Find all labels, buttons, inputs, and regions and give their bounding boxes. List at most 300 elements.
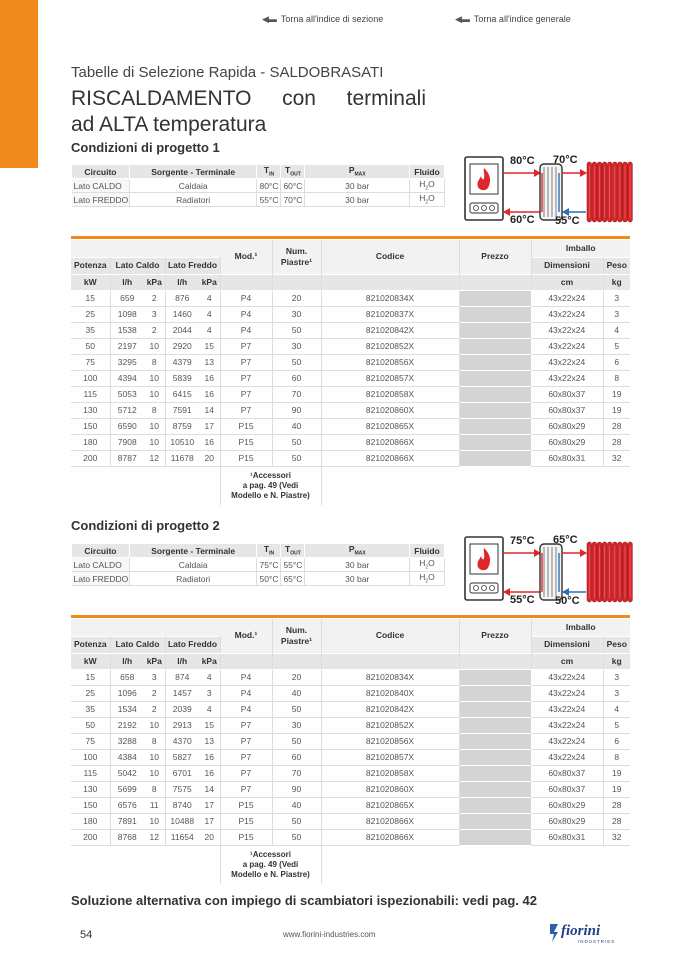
- fluid-h: H: [419, 572, 426, 583]
- potenza-cell: 180: [71, 434, 110, 450]
- circuito-cell: Lato FREDDO: [73, 194, 129, 205]
- codice-cell: 821020842X: [321, 701, 459, 717]
- freddo-kpa-cell: 4: [199, 306, 220, 322]
- table-row: [71, 829, 630, 845]
- note-spacer: [321, 466, 630, 505]
- codice-cell: 821020834X: [321, 669, 459, 685]
- col-potenza: Potenza: [71, 257, 110, 274]
- caldo-lh-cell: 3295: [110, 354, 144, 370]
- col-peso: Peso: [603, 257, 630, 274]
- freddo-lh-cell: 4379: [165, 354, 199, 370]
- table-row: [71, 402, 630, 418]
- title-word-2: con: [282, 87, 316, 110]
- units-row: [71, 274, 630, 290]
- freddo-kpa-cell: 17: [199, 813, 220, 829]
- mod-cell: P15: [220, 829, 272, 845]
- dimensioni-cell: 43x22x24: [531, 354, 603, 370]
- table-row: [71, 322, 630, 338]
- col-fluido: Fluido: [410, 165, 445, 179]
- fluid-o: O: [428, 179, 435, 190]
- piastre-cell: 90: [272, 402, 321, 418]
- boiler-knob-icon: [490, 206, 495, 211]
- unit-lh: l/h: [110, 653, 144, 669]
- max-sub: MAX: [354, 171, 366, 178]
- potenza-cell: 100: [71, 749, 110, 765]
- mod-cell: P7: [220, 717, 272, 733]
- fluid-o: O: [428, 572, 435, 583]
- heat-exchanger-diagram: [462, 152, 634, 224]
- max-sub: MAX: [354, 550, 366, 557]
- conditions-row: [72, 572, 445, 586]
- caldo-lh-cell: 6590: [110, 418, 144, 434]
- unit-kw: kW: [71, 653, 110, 669]
- tin-cell: 55°C: [257, 193, 281, 207]
- alternative-solution-note: Soluzione alternativa con impiego di scambiatori ispezionabili: vedi pag. 42: [71, 893, 537, 908]
- hot-out-temp: 55°C: [510, 594, 535, 604]
- conditions-table: [71, 164, 445, 207]
- in-sub: IN: [269, 171, 275, 178]
- freddo-kpa-cell: 14: [199, 402, 220, 418]
- piastre-cell: 30: [272, 717, 321, 733]
- t-symbol: T: [263, 165, 270, 176]
- potenza-cell: 115: [71, 765, 110, 781]
- peso-cell: 5: [603, 717, 630, 733]
- caldo-lh-cell: 2192: [110, 717, 144, 733]
- freddo-kpa-cell: 4: [199, 322, 220, 338]
- freddo-lh-cell: 10510: [165, 434, 199, 450]
- caldo-kpa-cell: 2: [144, 685, 165, 701]
- peso-cell: 32: [603, 450, 630, 466]
- num-label: Num.: [285, 245, 308, 256]
- tout-cell: 70°C: [281, 193, 305, 207]
- caldo-kpa-cell: 2: [144, 322, 165, 338]
- prezzo-cell: [459, 781, 531, 797]
- header-row-top: [71, 240, 630, 257]
- col-pmax: [305, 165, 410, 179]
- col-imballo: Imballo: [531, 619, 630, 636]
- freddo-kpa-cell: 17: [199, 418, 220, 434]
- note-spacer: [71, 845, 220, 884]
- piastre-cell: 50: [272, 701, 321, 717]
- col-dimensioni: Dimensioni: [531, 257, 603, 274]
- potenza-cell: 25: [71, 306, 110, 322]
- potenza-cell: 130: [71, 781, 110, 797]
- note-spacer: [321, 845, 630, 884]
- caldo-kpa-cell: 8: [144, 733, 165, 749]
- codice-cell: 821020840X: [321, 685, 459, 701]
- mod-cell: P7: [220, 781, 272, 797]
- peso-cell: 3: [603, 290, 630, 306]
- freddo-kpa-cell: 3: [199, 685, 220, 701]
- potenza-cell: 15: [71, 669, 110, 685]
- caldo-lh-cell: 7891: [110, 813, 144, 829]
- num-label: Num.: [285, 624, 308, 635]
- freddo-kpa-cell: 4: [199, 290, 220, 306]
- peso-cell: 19: [603, 386, 630, 402]
- conditions-row: [72, 179, 445, 193]
- peso-cell: 4: [603, 322, 630, 338]
- freddo-kpa-cell: 16: [199, 749, 220, 765]
- fluid-h: H: [419, 179, 426, 190]
- piastre-cell: 30: [272, 338, 321, 354]
- table-row: [71, 418, 630, 434]
- mod-cell: P4: [220, 290, 272, 306]
- col-dimensioni: Dimensioni: [531, 636, 603, 653]
- prezzo-cell: [459, 370, 531, 386]
- caldo-kpa-cell: 11: [144, 797, 165, 813]
- unit-empty: [459, 653, 531, 669]
- sorgente-cell: Caldaia: [129, 558, 257, 572]
- page-number: 54: [80, 929, 93, 941]
- caldo-lh-cell: 1098: [110, 306, 144, 322]
- mod-cell: P15: [220, 434, 272, 450]
- cold-out-arrow-icon: [580, 169, 587, 177]
- col-num-piastre: [272, 240, 321, 274]
- piastre-cell: 50: [272, 434, 321, 450]
- freddo-kpa-cell: 16: [199, 765, 220, 781]
- caldo-lh-cell: 4394: [110, 370, 144, 386]
- dimensioni-cell: 60x80x29: [531, 797, 603, 813]
- dimensioni-cell: 43x22x24: [531, 733, 603, 749]
- piastre-label: Piastre¹: [280, 635, 313, 646]
- mod-cell: P7: [220, 338, 272, 354]
- boiler-knob-icon: [482, 586, 487, 591]
- dimensioni-cell: 43x22x24: [531, 685, 603, 701]
- caldo-lh-cell: 1096: [110, 685, 144, 701]
- mod-cell: P15: [220, 813, 272, 829]
- prezzo-cell: [459, 434, 531, 450]
- header-row-top: [71, 619, 630, 636]
- fluido-cell: [410, 572, 445, 586]
- freddo-kpa-cell: 20: [199, 829, 220, 845]
- tout-cell: 65°C: [281, 572, 305, 586]
- unit-kg: kg: [603, 653, 630, 669]
- freddo-lh-cell: 7575: [165, 781, 199, 797]
- piastre-cell: 50: [272, 829, 321, 845]
- codice-cell: 821020852X: [321, 338, 459, 354]
- unit-empty: [321, 653, 459, 669]
- table-top-rule: [71, 615, 630, 618]
- mod-cell: P4: [220, 669, 272, 685]
- col-imballo: Imballo: [531, 240, 630, 257]
- freddo-lh-cell: 6415: [165, 386, 199, 402]
- col-num-piastre: [272, 619, 321, 653]
- accessories-note-row: [71, 466, 630, 505]
- dimensioni-cell: 60x80x37: [531, 386, 603, 402]
- codice-cell: 821020857X: [321, 370, 459, 386]
- caldo-lh-cell: 659: [110, 290, 144, 306]
- freddo-lh-cell: 2044: [165, 322, 199, 338]
- fluid-sub: 2: [425, 564, 429, 571]
- title-line-2: ad ALTA temperatura: [71, 113, 267, 136]
- back-arrow-icon: ◀▬: [455, 13, 469, 24]
- piastre-cell: 40: [272, 418, 321, 434]
- caldo-lh-cell: 6576: [110, 797, 144, 813]
- potenza-cell: 35: [71, 701, 110, 717]
- conditions-header-row: [72, 544, 445, 558]
- codice-cell: 821020860X: [321, 781, 459, 797]
- out-sub: OUT: [290, 171, 301, 178]
- section-title: Condizioni di progetto 1: [71, 140, 220, 155]
- hot-return-arrow-icon: [503, 588, 510, 596]
- prezzo-cell: [459, 386, 531, 402]
- prezzo-cell: [459, 450, 531, 466]
- table-row: [71, 370, 630, 386]
- back-to-general-index-link[interactable]: [455, 12, 571, 26]
- dimensioni-cell: 60x80x31: [531, 829, 603, 845]
- unit-cm: cm: [531, 653, 603, 669]
- piastre-cell: 90: [272, 781, 321, 797]
- cold-in-temp: 50°C: [555, 595, 580, 604]
- col-peso: Peso: [603, 636, 630, 653]
- accessories-note-line: Modello e N. Piastre): [231, 869, 310, 879]
- dimensioni-cell: 43x22x24: [531, 306, 603, 322]
- piastre-cell: 70: [272, 765, 321, 781]
- unit-cm: cm: [531, 274, 603, 290]
- back-to-general-index-label: Torna all'indice generale: [473, 14, 571, 24]
- prezzo-cell: [459, 685, 531, 701]
- col-lato-freddo: Lato Freddo: [165, 257, 220, 274]
- potenza-cell: 75: [71, 733, 110, 749]
- peso-cell: 6: [603, 733, 630, 749]
- potenza-cell: 25: [71, 685, 110, 701]
- caldo-lh-cell: 7908: [110, 434, 144, 450]
- conditions-table: [71, 543, 445, 586]
- mod-cell: P4: [220, 701, 272, 717]
- fluid-o: O: [428, 193, 435, 204]
- col-tout: [281, 544, 305, 558]
- caldo-kpa-cell: 8: [144, 402, 165, 418]
- dimensioni-cell: 43x22x24: [531, 717, 603, 733]
- caldo-kpa-cell: 10: [144, 418, 165, 434]
- pmax-cell: 30 bar: [305, 572, 410, 586]
- peso-cell: 3: [603, 685, 630, 701]
- col-lato-caldo: Lato Caldo: [110, 257, 165, 274]
- freddo-kpa-cell: 16: [199, 386, 220, 402]
- peso-cell: 19: [603, 781, 630, 797]
- caldo-lh-cell: 8787: [110, 450, 144, 466]
- col-fluido: Fluido: [410, 544, 445, 558]
- hot-return-arrow-icon: [503, 208, 510, 216]
- codice-cell: 821020858X: [321, 386, 459, 402]
- table-row: [71, 797, 630, 813]
- tin-cell: 50°C: [257, 572, 281, 586]
- codice-cell: 821020858X: [321, 765, 459, 781]
- col-mod: Mod.¹: [220, 240, 272, 274]
- col-sorgente: Sorgente - Terminale: [129, 165, 257, 179]
- cold-out-arrow-icon: [580, 549, 587, 557]
- unit-kg: kg: [603, 274, 630, 290]
- peso-cell: 32: [603, 829, 630, 845]
- section-color-tab: [0, 0, 38, 168]
- col-circuito: Circuito: [72, 544, 130, 558]
- freddo-lh-cell: 11654: [165, 829, 199, 845]
- prezzo-cell: [459, 765, 531, 781]
- pmax-cell: 30 bar: [305, 179, 410, 193]
- dimensioni-cell: 60x80x37: [531, 765, 603, 781]
- piastre-cell: 50: [272, 450, 321, 466]
- potenza-cell: 50: [71, 717, 110, 733]
- peso-cell: 8: [603, 370, 630, 386]
- freddo-lh-cell: 7591: [165, 402, 199, 418]
- table-row: [71, 701, 630, 717]
- col-tout: [281, 165, 305, 179]
- fluid-sub: 2: [425, 185, 429, 192]
- fluid-h: H: [419, 193, 426, 204]
- prezzo-cell: [459, 354, 531, 370]
- units-row: [71, 653, 630, 669]
- col-pmax: [305, 544, 410, 558]
- freddo-kpa-cell: 4: [199, 669, 220, 685]
- freddo-kpa-cell: 17: [199, 797, 220, 813]
- codice-cell: 821020866X: [321, 813, 459, 829]
- piastre-cell: 60: [272, 749, 321, 765]
- cold-out-temp: 70°C: [553, 154, 578, 166]
- prezzo-cell: [459, 338, 531, 354]
- piastre-label: Piastre¹: [280, 256, 313, 267]
- prezzo-cell: [459, 797, 531, 813]
- potenza-cell: 200: [71, 829, 110, 845]
- caldo-lh-cell: 4384: [110, 749, 144, 765]
- caldo-lh-cell: 5699: [110, 781, 144, 797]
- fluid-h: H: [419, 558, 426, 569]
- freddo-lh-cell: 8740: [165, 797, 199, 813]
- accessories-note: [220, 466, 321, 505]
- mod-cell: P7: [220, 354, 272, 370]
- conditions-row: [72, 558, 445, 572]
- unit-empty: [321, 274, 459, 290]
- freddo-lh-cell: 1457: [165, 685, 199, 701]
- fluido-cell: [410, 179, 445, 193]
- table-top-rule: [71, 236, 630, 239]
- dimensioni-cell: 43x22x24: [531, 749, 603, 765]
- fiorini-logo: [548, 920, 630, 946]
- tout-cell: 60°C: [281, 179, 305, 193]
- dimensioni-cell: 43x22x24: [531, 290, 603, 306]
- table-row: [71, 450, 630, 466]
- mod-cell: P7: [220, 733, 272, 749]
- note-spacer: [71, 466, 220, 505]
- unit-lh: l/h: [165, 653, 199, 669]
- unit-kpa: kPa: [199, 653, 220, 669]
- unit-kpa: kPa: [199, 274, 220, 290]
- hot-in-temp: 80°C: [510, 155, 535, 167]
- website-link[interactable]: www.fiorini-industries.com: [283, 930, 376, 939]
- peso-cell: 3: [603, 669, 630, 685]
- mod-cell: P15: [220, 450, 272, 466]
- t-symbol: T: [285, 544, 291, 555]
- caldo-kpa-cell: 3: [144, 306, 165, 322]
- table-row: [71, 813, 630, 829]
- accessories-note-line: ¹Accessori: [250, 849, 291, 859]
- logo-mark-icon: [550, 924, 558, 942]
- caldo-kpa-cell: 10: [144, 749, 165, 765]
- peso-cell: 28: [603, 813, 630, 829]
- table-row: [71, 434, 630, 450]
- caldo-kpa-cell: 10: [144, 813, 165, 829]
- dimensioni-cell: 60x80x29: [531, 813, 603, 829]
- title-word-3: terminali: [346, 87, 426, 110]
- freddo-lh-cell: 2920: [165, 338, 199, 354]
- accessories-note-line: a pag. 49 (Vedi: [242, 859, 299, 869]
- mod-cell: P7: [220, 386, 272, 402]
- prezzo-cell: [459, 322, 531, 338]
- header-blank: [71, 619, 220, 636]
- caldo-kpa-cell: 3: [144, 669, 165, 685]
- boiler-knob-icon: [474, 586, 479, 591]
- table-row: [71, 765, 630, 781]
- peso-cell: 4: [603, 701, 630, 717]
- freddo-lh-cell: 2039: [165, 701, 199, 717]
- freddo-lh-cell: 10488: [165, 813, 199, 829]
- peso-cell: 28: [603, 797, 630, 813]
- mod-cell: P4: [220, 322, 272, 338]
- caldo-kpa-cell: 12: [144, 829, 165, 845]
- tin-cell: 75°C: [257, 558, 281, 572]
- header-blank: [71, 240, 220, 257]
- table-row: [71, 290, 630, 306]
- table-row: [71, 781, 630, 797]
- table-row: [71, 354, 630, 370]
- back-to-section-index-link[interactable]: [262, 12, 383, 26]
- codice-cell: 821020852X: [321, 717, 459, 733]
- peso-cell: 28: [603, 418, 630, 434]
- codice-cell: 821020837X: [321, 306, 459, 322]
- peso-cell: 19: [603, 765, 630, 781]
- unit-empty: [459, 274, 531, 290]
- title-word-1: RISCALDAMENTO: [71, 87, 252, 110]
- col-mod: Mod.¹: [220, 619, 272, 653]
- freddo-kpa-cell: 13: [199, 733, 220, 749]
- table-row: [71, 306, 630, 322]
- accessories-note-line: ¹Accessori: [250, 470, 291, 480]
- caldo-kpa-cell: 10: [144, 717, 165, 733]
- prezzo-cell: [459, 701, 531, 717]
- caldo-kpa-cell: 10: [144, 370, 165, 386]
- potenza-cell: 115: [71, 386, 110, 402]
- accessories-note-row: [71, 845, 630, 884]
- fluido-cell: [410, 558, 445, 572]
- col-codice: Codice: [321, 240, 459, 274]
- potenza-cell: 35: [71, 322, 110, 338]
- section-title: Condizioni di progetto 2: [71, 518, 220, 533]
- mod-cell: P7: [220, 749, 272, 765]
- dimensioni-cell: 43x22x24: [531, 322, 603, 338]
- prezzo-cell: [459, 402, 531, 418]
- unit-kpa: kPa: [144, 274, 165, 290]
- caldo-kpa-cell: 10: [144, 338, 165, 354]
- codice-cell: 821020866X: [321, 434, 459, 450]
- mod-cell: P7: [220, 765, 272, 781]
- prezzo-cell: [459, 669, 531, 685]
- freddo-lh-cell: 5827: [165, 749, 199, 765]
- piastre-cell: 30: [272, 306, 321, 322]
- caldo-lh-cell: 658: [110, 669, 144, 685]
- caldo-kpa-cell: 10: [144, 386, 165, 402]
- boiler-knob-icon: [490, 586, 495, 591]
- freddo-kpa-cell: 15: [199, 338, 220, 354]
- unit-lh: l/h: [165, 274, 199, 290]
- peso-cell: 6: [603, 354, 630, 370]
- dimensioni-cell: 60x80x37: [531, 781, 603, 797]
- potenza-cell: 150: [71, 418, 110, 434]
- caldo-lh-cell: 1538: [110, 322, 144, 338]
- codice-cell: 821020866X: [321, 450, 459, 466]
- hot-in-temp: 75°C: [510, 535, 535, 547]
- circuito-cell: Lato CALDO: [72, 179, 130, 193]
- back-to-section-index-label: Torna all'indice di sezione: [280, 14, 384, 24]
- sorgente-cell: Radiatori: [129, 193, 257, 207]
